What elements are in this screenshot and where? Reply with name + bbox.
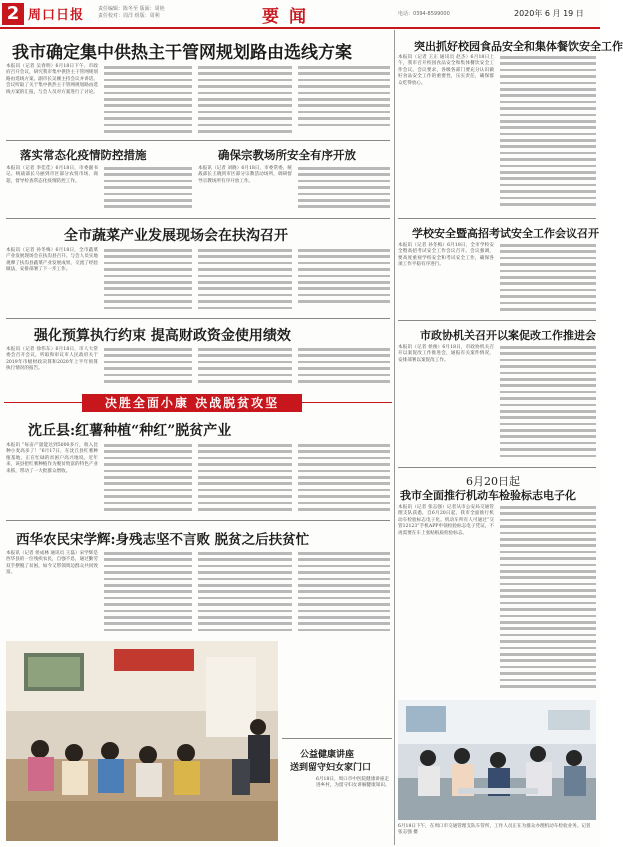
article-body — [198, 444, 292, 514]
photo-health-lecture — [6, 641, 278, 841]
article-body — [104, 167, 192, 213]
article-body — [198, 249, 292, 313]
header-rule — [0, 27, 600, 29]
article-body — [198, 552, 292, 634]
article-title: 我市全面推行机动车检验标志电子化 — [400, 489, 576, 502]
article-title: 沈丘县:红薯种植“种红”脱贫产业 — [28, 423, 232, 439]
article-lead: 本报讯（记者 吴春明）6月18日下午，市政府召开会议，研究我市集中供热主干管网规划路由选线方案。副市长吴刚主持会议并讲话。会议听取了关于集中供热主干管网规划路由选线方案的汇报，与会人员对方案进行了讨论。 — [6, 64, 98, 95]
article-body — [198, 348, 292, 388]
article-title: 学校安全暨高招考试安全工作会议召开 — [412, 227, 599, 240]
article-lead: 本报讯（记者 徐伟东）6月18日，市人大常委会召开会议，听取和审议市人民政府关于2019年市级财政决算和2020年上半年预算执行情况的报告。 — [6, 347, 98, 372]
article-body — [298, 552, 390, 634]
article-body — [104, 444, 192, 514]
article-body — [104, 348, 192, 388]
article-title: 全市蔬菜产业发展现场会在扶沟召开 — [64, 228, 288, 244]
article-body — [500, 56, 596, 212]
divider — [398, 320, 596, 321]
article-body — [500, 506, 596, 694]
article-lead: 本报讯 “每亩产量能达到5000多斤，收入比种小麦高多了！”6月17日，在沈丘县红薯种植基地，正在忙碌的贫困户高兴地说。近年来，该县把红薯种植作为脱贫致富的特色产业来抓，带动了一大批群众增收。 — [6, 443, 98, 474]
article-body — [104, 552, 192, 634]
meta-line: 责任编辑：陈冬至 版面：周艳 — [98, 6, 165, 12]
article-date-tag: 6月20日起 — [466, 475, 520, 488]
issue-date: 2020年 6 月 19 日 — [514, 9, 584, 18]
divider — [6, 218, 390, 219]
photo-vehicle-inspection — [398, 700, 596, 820]
article-title: 突出抓好校园食品安全和集体餐饮安全工作 — [414, 40, 623, 53]
article-lead: 本报讯（记者 王正 通讯员 赵杰）6月18日上午，我市召开校园食品安全和集体餐饮安全工作会议。会议要求，各级各部门要充分认识做好食品安全工作的重要性，压实责任，确保群众吃得放心。 — [398, 55, 494, 86]
article-lead: 本报讯（记者 侯俊）6月18日，市政协机关召开以案促改工作推进会，通报有关案件情况，安排部署以案促改工作。 — [398, 345, 494, 363]
divider — [398, 218, 596, 219]
article-body — [104, 249, 192, 313]
article-lead: 本报讯（记者 侯成林 通讯员 王磊）宋学辉是西华县的一位残疾农民，自强不息，通过勤劳双手摆脱了贫困，如今又带领周边群众共同致富。 — [6, 551, 98, 576]
article-body — [198, 66, 292, 136]
article-title: 市政协机关召开以案促改工作推进会 — [420, 329, 596, 342]
article-body — [298, 348, 390, 388]
article-body — [298, 66, 390, 132]
article-lead: 本报讯（记者 孙冬梅）6月18日，全市蔬菜产业发展现场会在扶沟县召开。与会人员实地观摩了扶沟县蔬菜产业发展成果，交流了经验做法，安排部署了下一步工作。 — [6, 248, 98, 273]
photo-caption: 6月18日，周口市中医院健康讲座走进乡村，为留守妇女讲解健康知识。 — [316, 777, 390, 789]
column-divider — [394, 30, 395, 845]
divider — [6, 140, 390, 141]
article-body — [298, 249, 390, 305]
divider — [398, 467, 596, 468]
photo-caption: 6月18日下午，在周口市交通管理支队车管所，工作人员正在为群众办理机动车检验业务。记者 张志强 摄 — [398, 824, 591, 836]
article-lead: 本报讯（记者 张志强）记者从市公安局交通管理支队获悉，自6月20日起，我市全面推行机动车检验标志电子化。机动车所有人可通过“交管12123”手机APP申领检验标志电子凭证，不再需要在车上张贴纸质检验标志。 — [398, 505, 494, 536]
meta-line: 责任校对：周洋 组版：周利 — [98, 13, 160, 19]
article-title: 落实常态化疫情防控措施 — [20, 148, 147, 162]
article-lead: 本报讯（记者 孙冬梅）6月18日，全市学校安全暨高招考试安全工作会议召开。会议强调，要高度重视学校安全和考试安全工作，确保各项工作平稳有序进行。 — [398, 243, 494, 268]
lecture-photo-image — [6, 641, 278, 841]
article-body — [298, 167, 390, 213]
sidebar-subtitle: 送到留守妇女家门口 — [290, 763, 372, 773]
editor-phone: 电话：0394-8599000 — [398, 11, 450, 17]
article-title: 确保宗教场所安全有序开放 — [218, 148, 356, 162]
article-lead: 本报讯（记者 刘晓）6月18日，市委常委、统战部长王晓到市区部分宗教活动场所，调研督导宗教场所有序开放工作。 — [198, 166, 292, 184]
divider — [6, 520, 390, 521]
article-body — [104, 66, 192, 136]
divider — [6, 318, 390, 319]
sidebar-title: 公益健康讲座 — [300, 750, 355, 760]
sidebar-box — [282, 738, 392, 842]
article-title: 我市确定集中供热主干管网规划路由选线方案 — [12, 43, 352, 63]
article-lead: 本报讯（记者 李佳佳）6月18日，市委副书记、统战部长马丽到市区部分农贸市场、商超，督导检查常态化疫情防控工作。 — [6, 166, 98, 184]
article-title: 西华农民宋学辉:身残志坚不言败 脱贫之后扶贫忙 — [16, 532, 310, 548]
article-body — [500, 346, 596, 462]
inspection-photo-image — [398, 700, 596, 820]
page-number: 2 — [2, 3, 24, 25]
editor-meta — [98, 6, 218, 20]
topic-banner: 决胜全面小康 决战脱贫攻坚 — [82, 394, 302, 412]
article-title: 强化预算执行约束 提高财政资金使用绩效 — [34, 328, 291, 344]
article-body — [298, 444, 390, 514]
section-title: 要闻 — [262, 7, 316, 27]
paper-logo: 周口日报 — [28, 8, 85, 23]
article-body — [500, 244, 596, 316]
page-header — [0, 0, 600, 28]
